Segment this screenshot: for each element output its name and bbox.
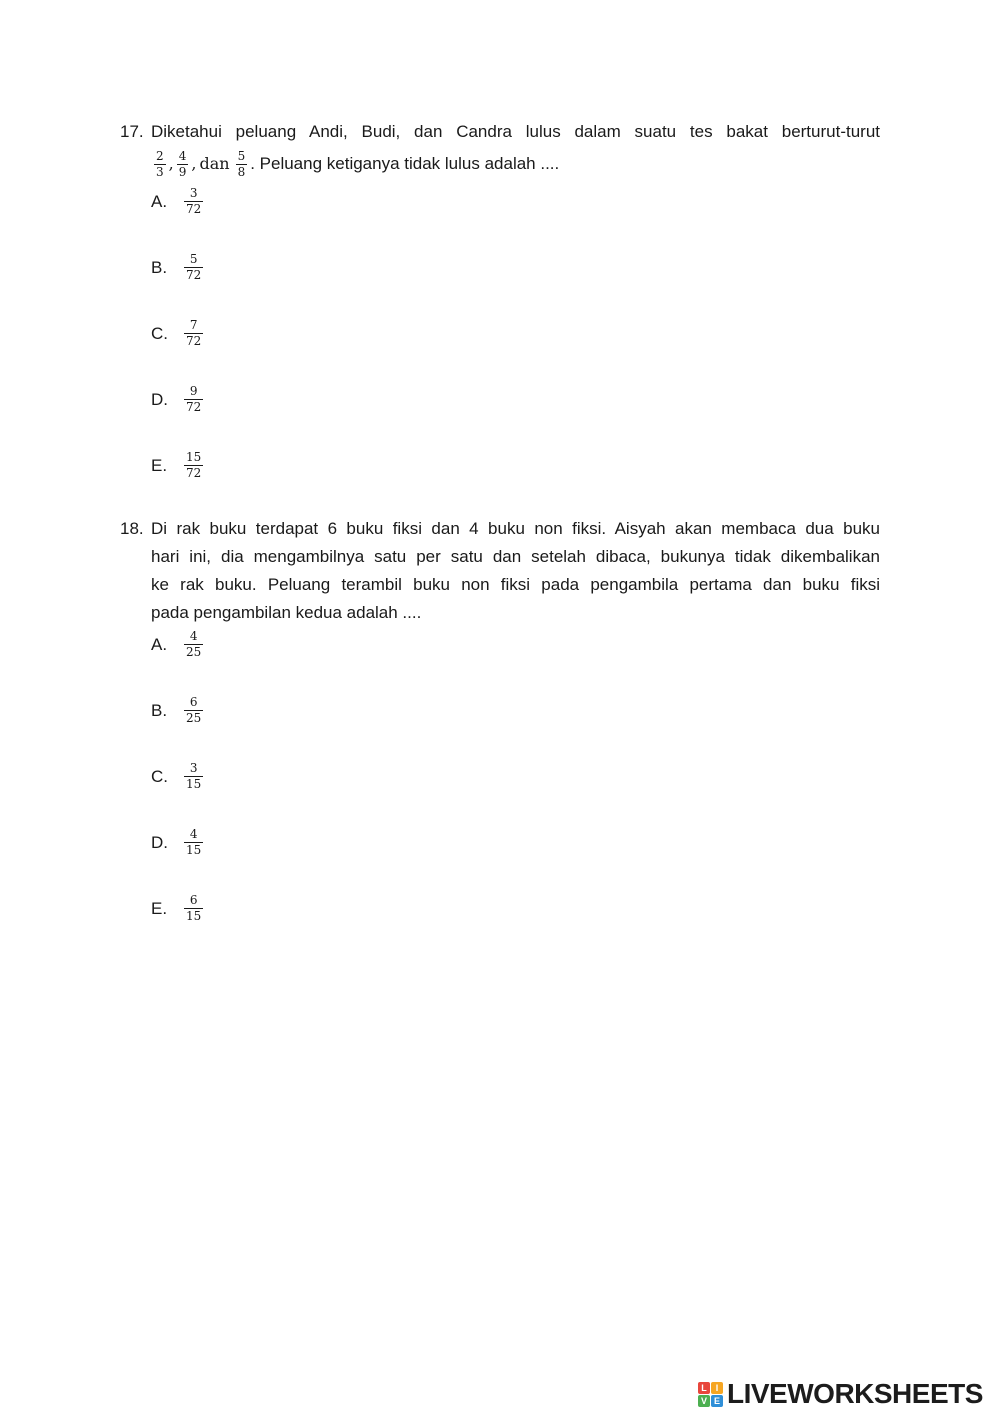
denominator: 72	[186, 400, 202, 414]
option-letter: C.	[151, 323, 168, 343]
denominator: 15	[186, 777, 202, 791]
option-18-a[interactable]	[151, 629, 206, 660]
question-text-line: hari ini, dia mengambilnya satu per satu dan setelah dibaca, bukunya tidak dikembalikan	[151, 547, 880, 566]
option-letter: D.	[151, 389, 168, 409]
denominator: 15	[186, 843, 202, 857]
logo-mark-letter: I	[711, 1382, 723, 1394]
numerator: 6	[189, 695, 198, 709]
logo-mark-letter: E	[711, 1395, 723, 1407]
option-letter: A.	[151, 191, 168, 211]
option-18-b[interactable]	[151, 695, 206, 726]
question-18	[120, 515, 880, 627]
option-fraction	[184, 695, 203, 726]
option-fraction	[184, 761, 203, 792]
numerator: 7	[189, 318, 198, 332]
logo-mark-icon	[698, 1382, 723, 1407]
option-fraction	[184, 384, 203, 415]
question-text-line-1: Diketahui peluang Andi, Budi, dan Candra lulus dalam suatu tes bakat berturut-turut	[151, 122, 880, 141]
question-text-line-2	[151, 146, 880, 182]
numerator: 4	[189, 827, 198, 841]
denominator: 72	[186, 334, 202, 348]
numerator: 3	[189, 186, 198, 200]
denominator: 25	[186, 711, 202, 725]
option-letter: C.	[151, 766, 168, 786]
question-text-line: pada pengambilan kedua adalah ....	[151, 603, 422, 622]
denominator: 72	[186, 466, 202, 480]
option-18-d[interactable]	[151, 827, 206, 858]
numerator: 4	[178, 148, 187, 163]
option-fraction	[184, 827, 203, 858]
option-letter: E.	[151, 898, 168, 918]
numerator: 5	[237, 148, 246, 163]
option-18-e[interactable]	[151, 893, 206, 924]
numerator: 5	[189, 252, 198, 266]
denominator: 3	[156, 164, 164, 179]
denominator: 25	[186, 645, 202, 659]
separator-comma: ,	[191, 154, 197, 173]
denominator: 8	[237, 164, 246, 179]
option-fraction	[184, 629, 203, 660]
numerator: 15	[186, 450, 202, 464]
option-letter: A.	[151, 634, 168, 654]
question-text-line: Di rak buku terdapat 6 buku fiksi dan 4 buku non fiksi. Aisyah akan membaca dua buku	[151, 519, 880, 538]
denominator: 9	[178, 164, 187, 179]
denominator: 72	[186, 268, 202, 282]
denominator: 15	[186, 909, 202, 923]
separator-comma: ,	[168, 154, 174, 173]
option-17-e[interactable]	[151, 450, 206, 481]
option-17-b[interactable]	[151, 252, 206, 283]
option-fraction	[184, 318, 203, 349]
option-fraction	[184, 450, 203, 481]
option-17-a[interactable]	[151, 186, 206, 217]
numerator: 3	[189, 761, 198, 775]
question-number: 18.	[120, 519, 144, 538]
liveworksheets-logo	[698, 1379, 983, 1409]
question-17	[120, 118, 880, 182]
option-18-c[interactable]	[151, 761, 206, 792]
numerator: 9	[189, 384, 198, 398]
logo-mark-letter: V	[698, 1395, 710, 1407]
option-17-d[interactable]	[151, 384, 206, 415]
option-17-c[interactable]	[151, 318, 206, 349]
option-fraction	[184, 893, 203, 924]
numerator: 6	[189, 893, 198, 907]
option-letter: D.	[151, 832, 168, 852]
numerator: 4	[189, 629, 198, 643]
word-dan: dan	[199, 154, 230, 173]
option-fraction	[184, 252, 203, 283]
logo-mark-letter: L	[698, 1382, 710, 1394]
question-text-line: ke rak buku. Peluang terambil buku non fiksi pada pengambila pertama dan buku fiksi	[151, 575, 880, 594]
question-number: 17.	[120, 122, 144, 141]
fraction-andi	[154, 149, 166, 180]
fraction-candra	[236, 149, 248, 180]
option-fraction	[184, 186, 203, 217]
question-tail: . Peluang ketiganya tidak lulus adalah ....	[250, 154, 560, 173]
option-letter: B.	[151, 700, 168, 720]
option-letter: E.	[151, 455, 168, 475]
numerator: 2	[156, 148, 164, 163]
fraction-budi	[177, 149, 189, 180]
logo-text: LIVEWORKSHEETS	[727, 1378, 983, 1409]
denominator: 72	[186, 202, 202, 216]
option-letter: B.	[151, 257, 168, 277]
